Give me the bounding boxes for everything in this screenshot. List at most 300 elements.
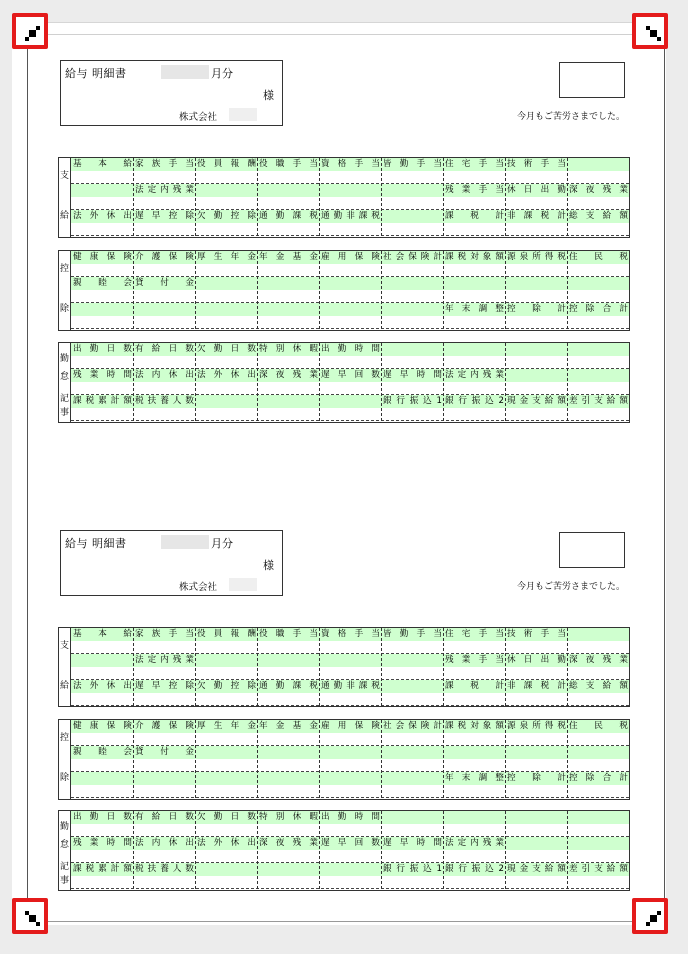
item-label <box>505 369 568 382</box>
value-row[interactable] <box>71 667 629 680</box>
item-label <box>381 680 444 693</box>
item-label: 遅早回数 <box>321 370 380 380</box>
item-label: 社会保険計 <box>383 252 442 262</box>
item-label: 深夜残業 <box>569 655 628 665</box>
label-row <box>71 811 629 824</box>
side-label-char: 事 <box>60 876 70 886</box>
item-label <box>381 746 444 759</box>
item-label: 年金基金 <box>259 252 318 262</box>
item-label <box>195 395 258 408</box>
item-label <box>567 277 630 290</box>
value-row[interactable] <box>71 785 629 798</box>
company-prefix: 株式会社 <box>179 112 218 123</box>
item-label: 欠勤控除 <box>197 681 256 691</box>
item-label: 法定内残業 <box>135 655 194 665</box>
section-grid <box>71 251 629 330</box>
label-row <box>71 628 629 641</box>
item-label: 銀行振込2 <box>445 864 504 874</box>
attendance-section <box>58 810 630 891</box>
item-label <box>381 210 444 223</box>
item-label: 年末調整 <box>445 304 504 314</box>
column-divider <box>133 720 134 798</box>
item-label: 休日出勤 <box>507 655 566 665</box>
item-label: 有給日数 <box>135 344 194 354</box>
item-label: 遅早控除 <box>135 681 194 691</box>
item-label: 介護保険 <box>135 252 194 262</box>
label-row <box>71 277 629 290</box>
item-label <box>257 654 320 667</box>
item-label: 通勤非課税 <box>321 211 380 221</box>
value-row[interactable] <box>71 408 629 421</box>
item-label <box>319 654 382 667</box>
item-label <box>257 277 320 290</box>
label-row <box>71 680 629 693</box>
value-row[interactable] <box>71 693 629 706</box>
column-divider <box>381 251 382 329</box>
column-divider <box>195 158 196 236</box>
item-label: 遅早時間 <box>383 370 442 380</box>
label-row <box>71 746 629 759</box>
item-label <box>319 863 382 876</box>
item-label: 厚生年金 <box>197 252 256 262</box>
column-divider <box>195 720 196 798</box>
section-side-label <box>59 628 71 706</box>
item-label: 出勤日数 <box>73 344 132 354</box>
item-label <box>567 369 630 382</box>
column-divider <box>381 343 382 421</box>
payment-section <box>58 627 630 707</box>
column-divider <box>567 158 568 236</box>
thanks-message: 今月もご苦労さまでした。 <box>517 582 626 592</box>
column-divider <box>319 628 320 706</box>
item-label: 現金支給額 <box>507 864 566 874</box>
item-label <box>195 277 258 290</box>
label-row <box>71 369 629 382</box>
item-label: 欠勤日数 <box>197 344 256 354</box>
item-label <box>257 772 320 785</box>
column-divider <box>319 720 320 798</box>
item-label: 課税累計額 <box>73 864 132 874</box>
section-grid <box>71 158 629 237</box>
item-label: 銀行振込1 <box>383 396 442 406</box>
item-label: 法定内残業 <box>445 838 504 848</box>
item-label <box>319 746 382 759</box>
value-row[interactable] <box>71 264 629 277</box>
value-row[interactable] <box>71 290 629 303</box>
column-divider <box>567 720 568 798</box>
column-divider <box>257 343 258 421</box>
item-label: 年金基金 <box>259 721 318 731</box>
item-label <box>505 837 568 850</box>
item-label <box>567 628 630 641</box>
label-row <box>71 395 629 408</box>
item-label <box>319 772 382 785</box>
item-label: 課税累計額 <box>73 396 132 406</box>
side-label-char: 支 <box>60 641 70 651</box>
item-label <box>443 343 506 356</box>
item-label <box>443 811 506 824</box>
item-label <box>257 746 320 759</box>
frame-bottom-line <box>12 921 666 922</box>
column-divider <box>195 811 196 889</box>
value-row[interactable] <box>71 824 629 837</box>
item-label <box>567 746 630 759</box>
side-label-char: 勤 <box>60 822 70 832</box>
title-box <box>60 530 283 596</box>
item-label <box>567 158 630 171</box>
item-label: 技術手当 <box>507 629 566 639</box>
item-label <box>319 395 382 408</box>
item-label: 通勤課税 <box>259 681 318 691</box>
label-row <box>71 837 629 850</box>
column-divider <box>257 158 258 236</box>
label-row <box>71 343 629 356</box>
side-label-char: 怠 <box>60 840 70 850</box>
honorific: 様 <box>263 89 274 102</box>
item-label <box>443 746 506 759</box>
column-divider <box>567 343 568 421</box>
honorific: 様 <box>263 559 274 572</box>
item-label <box>257 863 320 876</box>
item-label <box>319 303 382 316</box>
section-side-label <box>59 343 71 422</box>
item-label: 法外休出 <box>73 211 132 221</box>
side-label-char: 給 <box>60 211 70 221</box>
item-label: 控除合計 <box>569 773 628 783</box>
item-label: 銀行振込1 <box>383 864 442 874</box>
item-label: 欠勤控除 <box>197 211 256 221</box>
item-label: 控 除 計 <box>507 773 566 783</box>
item-label: 技術手当 <box>507 159 566 169</box>
item-label <box>505 277 568 290</box>
section-side-label <box>59 811 71 890</box>
section-grid <box>71 811 629 890</box>
item-label: 皆勤手当 <box>383 159 442 169</box>
item-label <box>257 395 320 408</box>
item-label: 税扶養人数 <box>135 396 194 406</box>
item-label: 皆勤手当 <box>383 629 442 639</box>
item-label: 非課税計 <box>507 211 566 221</box>
column-divider <box>133 251 134 329</box>
column-divider <box>443 720 444 798</box>
item-label <box>71 772 134 785</box>
company-prefix: 株式会社 <box>179 582 218 593</box>
item-label: 残業手当 <box>445 185 504 195</box>
payslip-lower <box>0 470 688 886</box>
column-divider <box>443 251 444 329</box>
item-label: 資格手当 <box>321 629 380 639</box>
item-label: 差引支給額 <box>569 864 628 874</box>
item-label: 通勤課税 <box>259 211 318 221</box>
value-row[interactable] <box>71 382 629 395</box>
column-divider <box>505 811 506 889</box>
column-divider <box>319 811 320 889</box>
column-divider <box>195 251 196 329</box>
item-label: 健康保険 <box>73 721 132 731</box>
item-label: 住 民 税 <box>569 252 628 262</box>
item-label <box>195 746 258 759</box>
item-label: 出勤時間 <box>321 812 380 822</box>
section-grid <box>71 628 629 706</box>
item-label: 源泉所得税 <box>507 252 566 262</box>
section-side-label <box>59 158 71 237</box>
column-divider <box>443 343 444 421</box>
value-row[interactable] <box>71 876 629 889</box>
item-label: 雇用保険 <box>321 252 380 262</box>
value-row[interactable] <box>71 197 629 210</box>
item-label: 法内休出 <box>135 370 194 380</box>
item-label: 住宅手当 <box>445 159 504 169</box>
column-divider <box>133 628 134 706</box>
slip-title: 給与 明細書 <box>65 67 127 80</box>
item-label <box>567 837 630 850</box>
item-label: 非課税計 <box>507 681 566 691</box>
deduction-section <box>58 250 630 331</box>
value-row[interactable] <box>71 356 629 369</box>
payment-section <box>58 157 630 238</box>
item-label: 残業時間 <box>73 838 132 848</box>
side-label-char: 控 <box>60 733 70 743</box>
column-divider <box>443 811 444 889</box>
item-label: 差引支給額 <box>569 396 628 406</box>
side-label-char: 除 <box>60 773 70 783</box>
item-label <box>71 303 134 316</box>
item-label: 深夜残業 <box>259 838 318 848</box>
item-label: 親 睦 会 <box>73 278 132 288</box>
value-row[interactable] <box>71 759 629 772</box>
item-label: 社会保険計 <box>383 721 442 731</box>
item-label <box>381 343 444 356</box>
item-label: 欠勤日数 <box>197 812 256 822</box>
item-label: 源泉所得税 <box>507 721 566 731</box>
payslip-upper <box>0 0 688 418</box>
side-label-char: 控 <box>60 264 70 274</box>
item-label <box>381 303 444 316</box>
item-label: 現金支給額 <box>507 396 566 406</box>
item-label: 住宅手当 <box>445 629 504 639</box>
item-label <box>381 184 444 197</box>
item-label: 控 除 計 <box>507 304 566 314</box>
column-divider <box>319 251 320 329</box>
item-label: 休日出勤 <box>507 185 566 195</box>
item-label <box>195 303 258 316</box>
company-name-field[interactable] <box>229 108 257 121</box>
item-label <box>257 303 320 316</box>
side-label-char: 記 <box>60 862 70 872</box>
corner-handle-bottom-left-icon[interactable] <box>12 898 48 934</box>
side-label-char: 記 <box>60 394 70 404</box>
column-divider <box>505 628 506 706</box>
item-label <box>381 772 444 785</box>
corner-handle-bottom-right-icon[interactable] <box>632 898 668 934</box>
label-row <box>71 158 629 171</box>
item-label <box>567 343 630 356</box>
column-divider <box>257 628 258 706</box>
item-label <box>71 654 134 667</box>
month-field[interactable] <box>161 535 209 549</box>
month-field[interactable] <box>161 65 209 79</box>
label-row <box>71 772 629 785</box>
item-label <box>257 184 320 197</box>
stamp-box <box>559 62 625 98</box>
column-divider <box>257 251 258 329</box>
label-row <box>71 720 629 733</box>
label-row <box>71 303 629 316</box>
item-label: 銀行振込2 <box>445 396 504 406</box>
item-label <box>319 184 382 197</box>
item-label: 残業時間 <box>73 370 132 380</box>
item-label: 法定内残業 <box>135 185 194 195</box>
section-side-label <box>59 251 71 330</box>
side-label-char: 支 <box>60 171 70 181</box>
item-label: 深夜残業 <box>569 185 628 195</box>
item-label: 特別休暇 <box>259 344 318 354</box>
column-divider <box>505 720 506 798</box>
item-label: 年末調整 <box>445 773 504 783</box>
month-suffix: 月分 <box>211 67 233 80</box>
item-label: 課 税 計 <box>445 681 504 691</box>
company-name-field[interactable] <box>229 578 257 591</box>
item-label: 残業手当 <box>445 655 504 665</box>
item-label: 資格手当 <box>321 159 380 169</box>
slip-title: 給与 明細書 <box>65 537 127 550</box>
column-divider <box>567 628 568 706</box>
column-divider <box>443 158 444 236</box>
column-divider <box>257 811 258 889</box>
item-label: 家族手当 <box>135 629 194 639</box>
item-label: 基 本 給 <box>73 159 132 169</box>
deduction-section <box>58 719 630 800</box>
label-row <box>71 184 629 197</box>
item-label: 雇用保険 <box>321 721 380 731</box>
item-label <box>195 863 258 876</box>
item-label: 貸 付 金 <box>135 747 194 757</box>
item-label: 出勤時間 <box>321 344 380 354</box>
title-box <box>60 60 283 126</box>
item-label: 遅早時間 <box>383 838 442 848</box>
item-label <box>505 746 568 759</box>
item-label <box>195 772 258 785</box>
column-divider <box>505 158 506 236</box>
item-label <box>381 277 444 290</box>
side-label-char: 給 <box>60 681 70 691</box>
item-label <box>381 811 444 824</box>
section-side-label <box>59 720 71 799</box>
label-row <box>71 251 629 264</box>
item-label: 特別休暇 <box>259 812 318 822</box>
item-label: 介護保険 <box>135 721 194 731</box>
value-row[interactable] <box>71 733 629 746</box>
label-row <box>71 654 629 667</box>
item-label: 役員報酬 <box>197 159 256 169</box>
item-label: 遅早控除 <box>135 211 194 221</box>
month-suffix: 月分 <box>211 537 233 550</box>
value-row[interactable] <box>71 171 629 184</box>
item-label: 出勤日数 <box>73 812 132 822</box>
item-label: 役員報酬 <box>197 629 256 639</box>
item-label: 通勤非課税 <box>321 681 380 691</box>
column-divider <box>381 811 382 889</box>
value-row[interactable] <box>71 850 629 863</box>
column-divider <box>195 628 196 706</box>
item-label: 有給日数 <box>135 812 194 822</box>
item-label: 住 民 税 <box>569 721 628 731</box>
item-label: 法外休出 <box>197 370 256 380</box>
column-divider <box>257 720 258 798</box>
column-divider <box>133 811 134 889</box>
item-label <box>381 654 444 667</box>
stamp-box <box>559 532 625 568</box>
item-label: 総支給額 <box>569 211 628 221</box>
column-divider <box>381 720 382 798</box>
item-label: 役職手当 <box>259 629 318 639</box>
attendance-section <box>58 342 630 423</box>
item-label <box>195 184 258 197</box>
item-label: 税扶養人数 <box>135 864 194 874</box>
value-row[interactable] <box>71 316 629 329</box>
item-label: 親 睦 会 <box>73 747 132 757</box>
item-label <box>195 654 258 667</box>
column-divider <box>381 628 382 706</box>
value-row[interactable] <box>71 641 629 654</box>
item-label <box>505 343 568 356</box>
item-label: 法定内残業 <box>445 370 504 380</box>
item-label: 法外休出 <box>73 681 132 691</box>
column-divider <box>505 343 506 421</box>
column-divider <box>133 158 134 236</box>
item-label: 課税対象額 <box>445 252 504 262</box>
item-label: 課税対象額 <box>445 721 504 731</box>
column-divider <box>133 343 134 421</box>
item-label: 役職手当 <box>259 159 318 169</box>
label-row <box>71 863 629 876</box>
item-label: 基 本 給 <box>73 629 132 639</box>
column-divider <box>443 628 444 706</box>
column-divider <box>195 343 196 421</box>
thanks-message: 今月もご苦労さまでした。 <box>517 112 626 122</box>
column-divider <box>319 343 320 421</box>
item-label: 法内休出 <box>135 838 194 848</box>
item-label <box>133 303 196 316</box>
item-label: 家族手当 <box>135 159 194 169</box>
item-label <box>133 772 196 785</box>
column-divider <box>567 811 568 889</box>
item-label: 控除合計 <box>569 304 628 314</box>
item-label: 課 税 計 <box>445 211 504 221</box>
item-label: 貸 付 金 <box>135 278 194 288</box>
item-label: 総支給額 <box>569 681 628 691</box>
column-divider <box>567 251 568 329</box>
item-label <box>505 811 568 824</box>
label-row <box>71 210 629 223</box>
item-label: 健康保険 <box>73 252 132 262</box>
item-label <box>567 811 630 824</box>
item-label: 厚生年金 <box>197 721 256 731</box>
item-label: 深夜残業 <box>259 370 318 380</box>
item-label <box>71 184 134 197</box>
side-label-char: 除 <box>60 304 70 314</box>
side-label-char: 事 <box>60 408 70 418</box>
section-grid <box>71 720 629 799</box>
item-label <box>443 277 506 290</box>
column-divider <box>319 158 320 236</box>
item-label: 遅早回数 <box>321 838 380 848</box>
column-divider <box>381 158 382 236</box>
section-grid <box>71 343 629 422</box>
value-row[interactable] <box>71 223 629 236</box>
column-divider <box>505 251 506 329</box>
item-label <box>319 277 382 290</box>
